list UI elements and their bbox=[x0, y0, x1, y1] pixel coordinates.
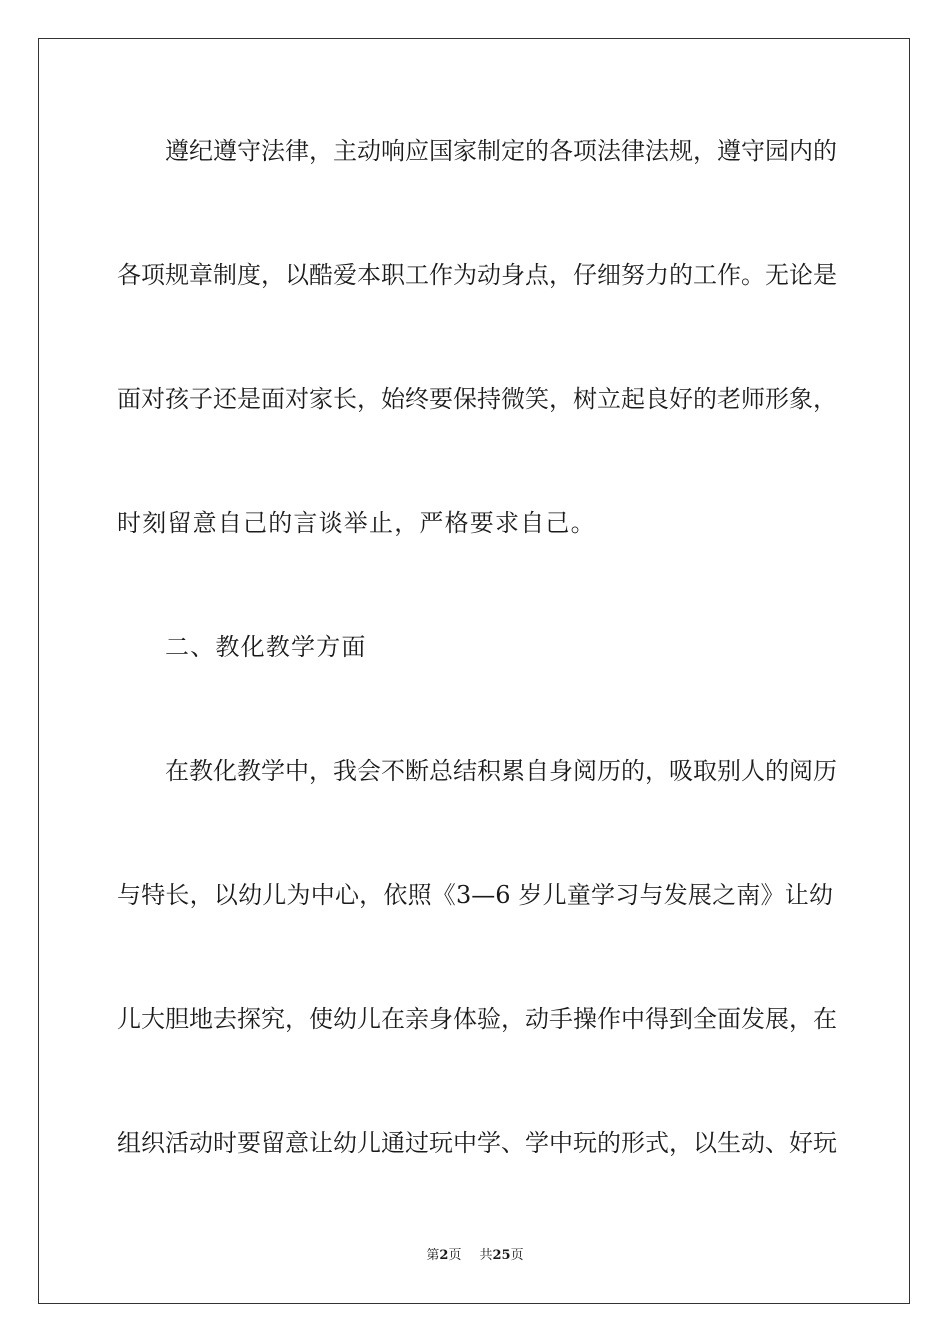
paragraph-line: 面对孩子还是面对家长，始终要保持微笑，树立起良好的老师形象， bbox=[117, 385, 837, 413]
page-suffix: 页 bbox=[448, 1248, 462, 1263]
paragraph-line: 遵纪遵守法律，主动响应国家制定的各项法律法规，遵守园内的 bbox=[165, 137, 837, 165]
page-footer bbox=[0, 1247, 950, 1265]
page-border bbox=[38, 38, 910, 1304]
current-page-number: 2 bbox=[439, 1248, 449, 1263]
paragraph-line: 各项规章制度，以酷爱本职工作为动身点，仔细努力的工作。无论是 bbox=[117, 261, 837, 289]
paragraph-line: 在教化教学中，我会不断总结积累自身阅历的，吸取别人的阅历 bbox=[165, 757, 837, 785]
page-prefix: 第 bbox=[426, 1248, 440, 1263]
section-heading: 二、教化教学方面 bbox=[165, 633, 367, 661]
total-page-count: 25 bbox=[492, 1248, 511, 1263]
paragraph-line: 组织活动时要留意让幼儿通过玩中学、学中玩的形式，以生动、好玩 bbox=[117, 1129, 837, 1157]
paragraph-line: 与特长，以幼儿为中心，依照《3—6 岁儿童学习与发展之南》让幼 bbox=[117, 881, 833, 909]
total-prefix: 共 bbox=[479, 1248, 493, 1263]
paragraph-line: 时刻留意自己的言谈举止，严格要求自己。 bbox=[117, 509, 596, 537]
total-suffix: 页 bbox=[510, 1248, 524, 1263]
paragraph-line: 儿大胆地去探究，使幼儿在亲身体验，动手操作中得到全面发展，在 bbox=[117, 1005, 837, 1033]
